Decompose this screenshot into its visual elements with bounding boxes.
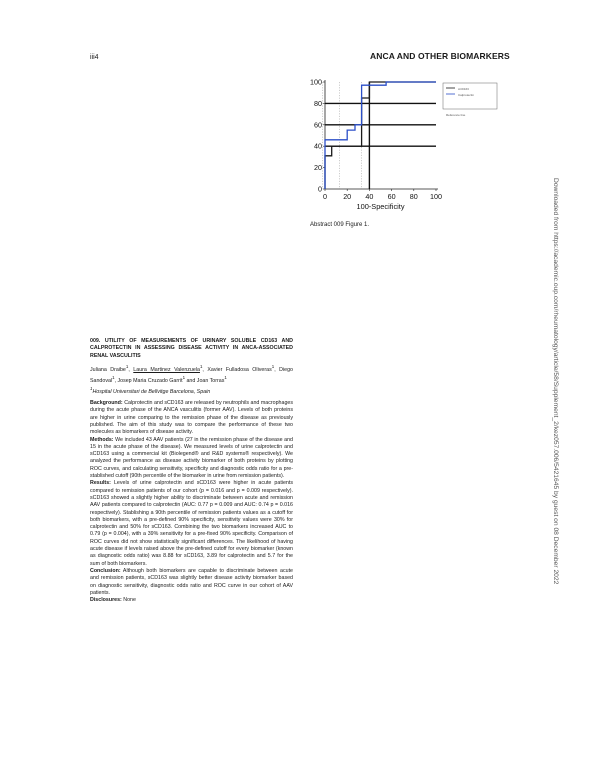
- legend-note: Reference line: [446, 113, 466, 117]
- chart-legend: [443, 83, 497, 117]
- x-axis-label: 100-Specificity: [356, 202, 405, 211]
- disclosures-text: None: [121, 597, 136, 604]
- affiliation-text: Hospital Universitari de Bellvitge Barcelona, Spain: [92, 388, 211, 395]
- author-sup: 1: [224, 374, 227, 380]
- background-text: Calprotectin and sCD163 are released by neutrophils and macrophages during the acute phase of the ANCA vasculitis (former AAV). Levels of both proteins are higher in urine comparing to the remission phase of the disease as previously published. The aim of this study was to compare the performance of these two molecules as biomarkers of disease activity.: [90, 400, 293, 436]
- download-sidebar: [553, 178, 565, 598]
- x-tick-label-0: 0: [323, 192, 327, 201]
- conclusion-paragraph: [90, 568, 293, 597]
- author-cruzado: , Josep Maria Cruzado Garrit: [114, 377, 183, 384]
- abstract-title: 009. UTILITY OF MEASUREMENTS OF URINARY SOLUBLE CD163 AND CALPROTECTIN IN ASSESSING DISEASE ACTIVITY IN ANCA-ASSOCIATED RENAL VASCULITIS: [90, 338, 293, 359]
- author-sup: 1: [125, 363, 129, 369]
- abstract-009: [90, 338, 293, 604]
- background-paragraph: [90, 400, 293, 436]
- results-text: Levels of urine calprotectin and sCD163 were higher in acute patients compared to remission patients of our cohort (p = 0.016 and p = 0.009 respectively). sCD163 showed a slightly higher ability to discriminate between acute and remission AAV patients compared to calprotectin (AUC: 0.77 p = 0.009 and AUC: 0.74 p = 0.016 respectively). Stablishing a 90th percentile of remission patients values as a cutoff for both biomarkers, with a pre-defined 90% specificity, sensitivity values were 30% for calprotectin and 50% for sCD163. Combining the two biomarkers increased AUC to 0.79 (p = 0.004), with a 39% sensitivity for a pre-fixed 90% specificity. Comparison of ROC curves did not show statistically significant differences. The likelihood of having acute disease if levels raised above the pre-defined cutoff for every biomarker (known as diagnostic odds ratio) was 8.88 for sCD163, 3.89 for calprotectin and 5.7 for the sum of both biomarkers.: [90, 480, 293, 567]
- methods-text: We included 43 AAV patients (27 in the remission phase of the disease and 15 in the acute phase of the disease). We measured levels of urine calprotectin and sCD163 using a commercial kit (Biolegend® and R&D systems® respectively). We analyzed the performance as disease activity biomarker of both proteins by plotting ROC curves, and calculating sensitivity, specificity and diagnostic odds ratio for a pre-stablished cutoff (90th percentile of the biomarker in urine from remission patients).: [90, 436, 293, 480]
- y-tick-label-100: 100: [310, 77, 322, 87]
- figure-caption: Abstract 009 Figure 1.: [310, 222, 370, 228]
- background-label: Background:: [90, 400, 123, 407]
- disclosures-label: Disclosures:: [90, 597, 122, 604]
- conclusion-text: Although both biomarkers are capable to discriminate between acute and remission patients, sCD163 was slightly better disease activity biomarker based on diagnostic sensitivity, diagnostic odds ratio and ROC curve in our cohort of AAV patients.: [90, 567, 293, 596]
- x-tick-label-100: 100: [430, 192, 442, 201]
- legend-label-calprotectin: Calprotectin: [458, 93, 475, 97]
- affiliation: [90, 385, 293, 396]
- y-tick-label-0: 0: [318, 184, 322, 194]
- disclosures-paragraph: [90, 597, 293, 604]
- roc-curve-calprotectin: [325, 82, 436, 189]
- affiliation-sup: 1: [90, 386, 93, 392]
- page-number: iii4: [90, 54, 99, 61]
- conclusion-label: Conclusion:: [90, 567, 121, 574]
- methods-paragraph: [90, 437, 293, 481]
- methods-label: Methods:: [90, 436, 114, 443]
- y-tick-label-40: 40: [314, 141, 322, 151]
- y-tick-label-60: 60: [314, 120, 322, 130]
- author-draibe: Juliana Draibe: [90, 366, 126, 373]
- roc-curve-scd163: [325, 82, 436, 189]
- author-torras: and Joan Torras: [185, 377, 225, 384]
- section-header: ANCA AND OTHER BIOMARKERS: [370, 51, 510, 61]
- author-sup: 1: [271, 363, 275, 369]
- roc-chart: [288, 74, 500, 220]
- x-tick-label-80: 80: [409, 192, 418, 201]
- author-sup: 1: [199, 363, 203, 369]
- author-fulladosa: , Xavier Fulladosa Oliveras: [202, 366, 272, 373]
- plot-area: [310, 78, 442, 212]
- results-label: Results:: [90, 480, 111, 487]
- author-sup: 1: [112, 374, 115, 380]
- y-tick-label-80: 80: [314, 98, 322, 108]
- download-note[interactable]: Downloaded from https://academic.oup.com/rheumatology/article/58/Supplement_2/kez057.006/5421645 by guest on 08 December 2022: [552, 178, 559, 585]
- legend-label-scd163: sCD163: [458, 87, 469, 91]
- author-sandoval: , Diego Sandoval: [90, 366, 293, 384]
- x-tick-label-20: 20: [343, 192, 352, 201]
- y-tick-label-20: 20: [314, 163, 322, 173]
- x-tick-label-40: 40: [365, 192, 374, 201]
- x-tick-label-60: 60: [387, 192, 396, 201]
- results-paragraph: [90, 480, 293, 568]
- author-list: Juliana Draibe$^1$, Laura Martinez Valenzuela$^1$, Xavier Fulladosa Oliveras$^1$, Diego Sandoval$^1$, Josep Maria Cruzado Garrit$^1$ and Joan Torras$^1$: [90, 363, 293, 384]
- author-sup: 1: [182, 374, 186, 380]
- author-presenting: Laura Martinez Valenzuela: [133, 366, 200, 373]
